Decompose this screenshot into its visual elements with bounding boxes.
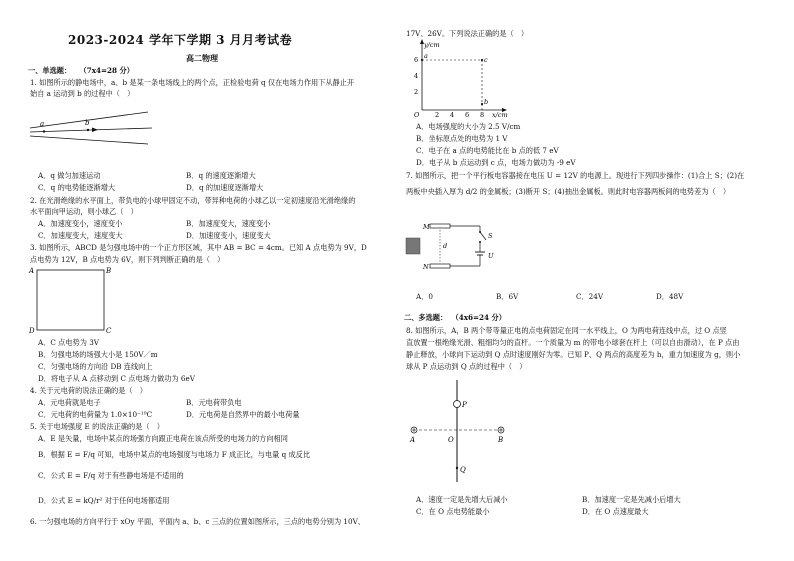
q1-point-a: a (40, 120, 45, 128)
q8-stem-line1: 8. 如图所示，A，B 两个带等量正电的点电荷固定在同一水平线上，O 为两电荷连线中点，过 O 点竖 (406, 326, 727, 335)
section-label: 一、单选题： (28, 66, 72, 75)
q8-label-o: O (448, 436, 454, 444)
q4-option-c[interactable]: C．元电荷的电荷量为 1.0×10⁻¹⁹C (38, 410, 153, 419)
section2-label: 二、多选题： (404, 313, 448, 322)
q2-option-d[interactable]: D．加速度变小，速度变大 (186, 231, 271, 240)
q5-option-d[interactable]: D．公式 E = kQ/r² 对于任何电场都适用 (38, 496, 170, 505)
q7-source-u: U (488, 252, 494, 260)
q6-xtick-2: 2 (435, 111, 440, 118)
q3-corner-c: C (106, 327, 112, 335)
q7-option-c[interactable]: C．24V (576, 292, 604, 301)
q8-stem-line3: 静止释放，小球向下运动到 Q 点时速度刚好为零。已知 P、Q 两点的高度差为 h，重力加速度为 g，则小 (406, 350, 741, 359)
section-points: （7x4=28 分） (83, 66, 134, 75)
q6-option-a[interactable]: A．电场强度的大小为 2.5 V/cm (416, 122, 521, 131)
q8-stem-line4: 球从 P 点运动到 Q 点的过程中（ ） (406, 362, 527, 371)
q8-option-d[interactable]: D．在 O 点速度最大 (582, 507, 649, 516)
q4-option-a[interactable]: A．元电荷就是电子 (38, 398, 101, 407)
q1-option-d[interactable]: D．q 的加速度逐渐增大 (186, 183, 264, 192)
q6-ytick-6: 6 (414, 56, 419, 64)
q3-corner-a: A (29, 267, 35, 275)
q6-ytick-2: 2 (414, 88, 419, 96)
q7-plate-m: M (423, 223, 430, 231)
q2-stem-line1: 2. 在光滑绝缘的水平面上，带负电的小球甲固定不动，带异种电荷的小球乙以一定初速度沿光滑绝缘的 (30, 196, 356, 205)
q1-stem-line2: 始自 a 运动到 b 的过程中（ ） (30, 89, 135, 98)
q4-stem: 4. 关于元电荷的说法正确的是（ ） (30, 386, 147, 395)
q1-stem-line1: 1. 如图所示的静电场中，a、b 是某一条电场线上的两个点，正检验电荷 q 仅在电场力作用下从静止开 (30, 78, 355, 87)
q6-xtick-4: 4 (450, 111, 455, 118)
q6-stem-line1: 6. 一匀强电场的方向平行于 xOy 平面，平面内 a、b、c 三点的位置如图所示，三点的电势分别为 10V、 (30, 517, 365, 526)
section2-points: （4x6=24 分） (455, 313, 506, 322)
exam-title: 2023-2024 学年下学期 3 月月考试卷 (68, 33, 293, 47)
q6-point-a: a (424, 52, 428, 60)
q8-charges-rod-figure (404, 376, 524, 486)
q8-label-p: P (462, 401, 467, 409)
section-multiple-choice (404, 312, 506, 323)
q1-option-c[interactable]: C．q 的电势能逐渐增大 (38, 183, 116, 192)
q5-stem: 5. 关于电场强度 E 的说法正确的是（ ） (30, 422, 164, 431)
q6-option-b[interactable]: B．坐标原点处的电势为 1 V (416, 134, 508, 143)
q3-corner-d: D (29, 327, 35, 335)
q8-stem-line2: 直放置一根绝缘光滑、粗细均匀的直杆。一个质量为 m 的带电小球套在杆上（可以自由滑动），在 P 点由 (406, 338, 740, 347)
q8-label-b: B (498, 436, 504, 444)
q2-stem-line2: 水平面向甲运动，则小球乙（ ） (30, 207, 138, 216)
q2-option-b[interactable]: B．加速度变大，速度变小 (186, 219, 271, 228)
q6-point-c: c (484, 56, 488, 64)
q8-label-a: A (410, 436, 416, 444)
q3-option-b[interactable]: B．匀强电场的场强大小是 150V／m (38, 350, 158, 359)
q3-option-a[interactable]: A．C 点电势为 3V (38, 338, 99, 347)
q8-option-b[interactable]: B．加速度一定是先减小后增大 (582, 495, 681, 504)
q5-option-c[interactable]: C．公式 E = F/q 对于有些静电场是不适用的 (38, 471, 184, 480)
section-single-choice (28, 65, 134, 76)
q7-stem-line2: 两板中央插入厚为 d/2 的金属板；(3)断开 S；(4)抽出金属板。则此时电容器两板间的电势差为（ ） (406, 187, 731, 196)
q3-stem-line2: 点电势为 12V，B 点电势为 6V，则下列判断正确的是（ ） (30, 255, 225, 264)
q6-xtick-origin: O (414, 111, 420, 118)
q6-ytick-4: 4 (414, 72, 419, 80)
q1-option-b[interactable]: B．q 的速度逐渐增大 (186, 171, 256, 180)
q2-option-a[interactable]: A．加速度变小，速度变小 (38, 219, 123, 228)
q5-option-a[interactable]: A．E 是矢量，电场中某点的场强方向跟正电荷在该点所受的电场力的方向相同 (38, 434, 288, 443)
q3-corner-b: B (106, 267, 112, 275)
q6-coordinate-figure (404, 38, 514, 118)
q7-gap-d: d (443, 242, 448, 250)
q4-option-b[interactable]: B．元电荷带负电 (186, 398, 242, 407)
q8-option-c[interactable]: C．在 O 点电势能最小 (416, 507, 490, 516)
q7-option-a[interactable]: A．0 (416, 292, 433, 301)
q6-axis-y-label: y/cm (424, 41, 440, 49)
q1-field-lines-figure (28, 104, 158, 146)
q7-plate-n: N (423, 263, 429, 271)
q3-stem-line1: 3. 如图所示，ABCD 是匀强电场中的一个正方形区域，其中 AB = BC = 4cm。已知 A 点电势为 9V，D (30, 243, 367, 252)
q8-label-q: Q (460, 466, 466, 474)
q6-point-b: b (484, 98, 489, 106)
q6-xtick-6: 6 (465, 111, 470, 118)
q7-stem-line1: 7. 如图所示，把一个平行板电容器接在电压 U = 12V 的电源上。现进行下列四步操作：(1)合上 S；(2)在 (406, 171, 745, 180)
q6-stem-line2: 17V、26V。下列说法正确的是（ ） (406, 29, 529, 38)
q1-option-a[interactable]: A．q 做匀加速运动 (38, 171, 101, 180)
q8-option-a[interactable]: A．速度一定是先增大后减小 (416, 495, 508, 504)
q7-option-b[interactable]: B．6V (496, 292, 519, 301)
q7-capacitor-figure (404, 210, 514, 290)
q6-xtick-8: 8 (480, 111, 485, 118)
q6-option-c[interactable]: C．电子在 a 点的电势能比在 b 点的低 7 eV (416, 146, 559, 155)
q5-option-b[interactable]: B．根据 E = F/q 可知，电场中某点的电场强度与电场力 F 成正比，与电量 q 成反比 (38, 450, 311, 459)
q7-option-d[interactable]: D．48V (656, 292, 684, 301)
q3-option-c[interactable]: C．匀强电场的方向沿 DB 连线向上 (38, 362, 153, 371)
q4-option-d[interactable]: D．元电荷是自然界中的最小电荷量 (186, 410, 300, 419)
q7-switch-s: S (488, 232, 493, 240)
q3-option-d[interactable]: D．将电子从 A 点移动到 C 点电场力做功为 6eV (38, 374, 195, 383)
q6-axis-x-label: x/cm (492, 111, 508, 118)
q3-square-figure (28, 265, 118, 335)
exam-subject: 高二物理 (186, 53, 218, 63)
q6-option-d[interactable]: D．电子从 b 点运动到 c 点，电场力做功为 -9 eV (416, 158, 576, 167)
q1-point-b: b (85, 119, 90, 127)
q2-option-c[interactable]: C．加速度变大，速度变大 (38, 231, 123, 240)
